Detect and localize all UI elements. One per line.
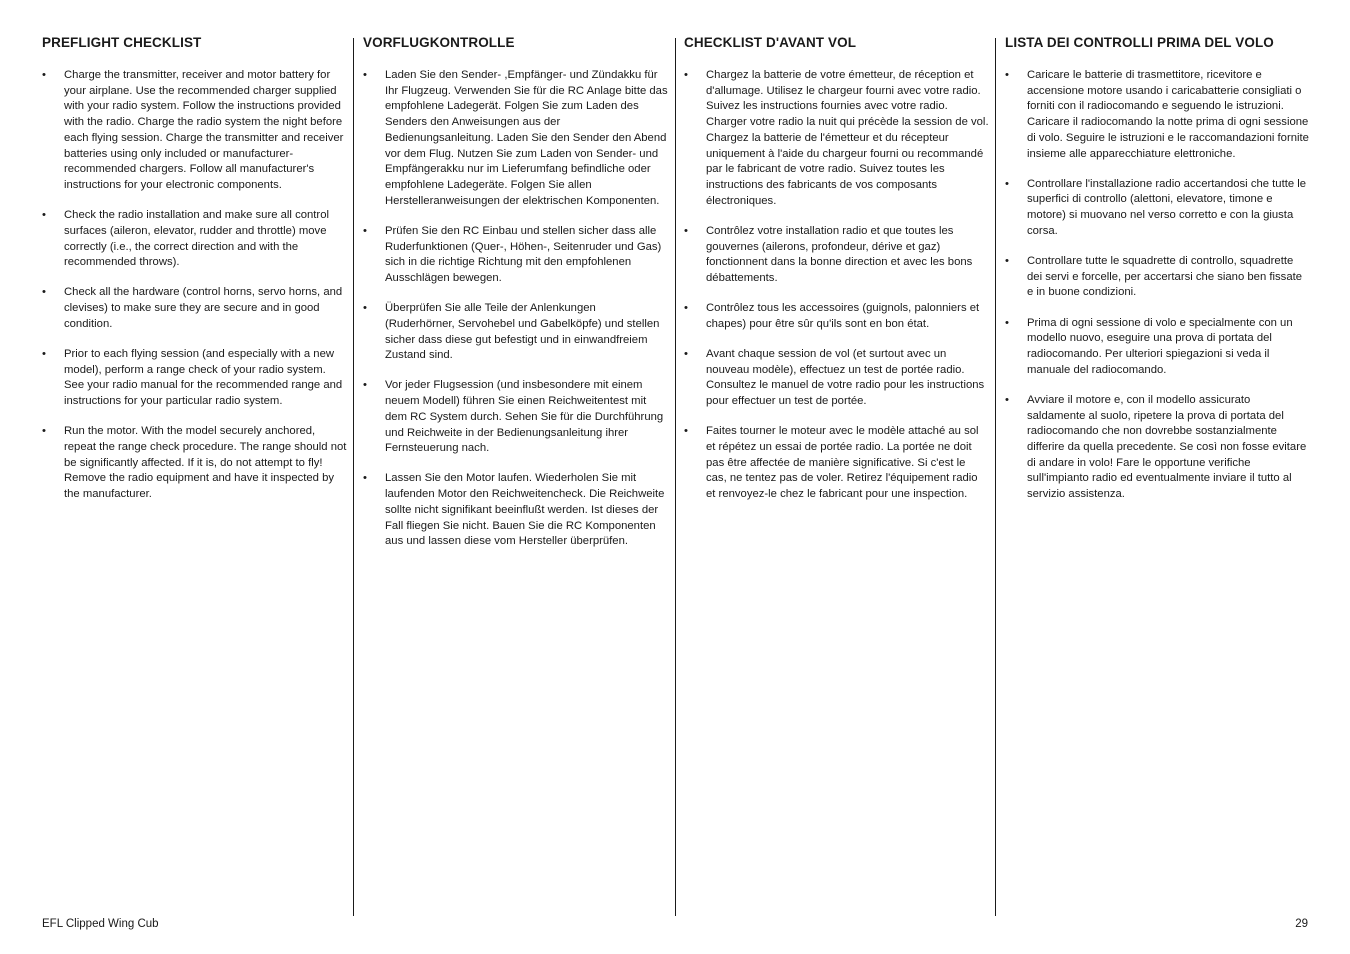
bullet-icon: • <box>42 209 46 222</box>
list-item <box>684 347 989 410</box>
bullet-icon: • <box>1005 177 1009 190</box>
list-item-text: Contrôlez votre installation radio et que toutes les gouvernes (ailerons, profondeur, dérive et gaz) fonctionnent dans la bonne direction et avec les bons débattements. <box>706 224 973 284</box>
bullet-icon: • <box>42 425 46 438</box>
list-item <box>1005 316 1310 379</box>
list-item-text: Avant chaque session de vol (et surtout avec un nouveau modèle), effectuez un test de portée radio. Consultez le manuel de votre radio pour les instructions pour effectuer un test de portée. <box>706 348 985 408</box>
list-item-text: Controllare l'installazione radio accertandosi che tutte le superfici di controllo (alettoni, elevatore, timone e motore) si muovano nel verso corretto e con la giusta corsa. <box>1027 177 1307 237</box>
bullet-icon: • <box>684 302 688 315</box>
bullet-icon: • <box>363 224 367 237</box>
page-number: 29 <box>1295 918 1308 930</box>
bullet-icon: • <box>684 425 688 438</box>
list-item <box>1005 68 1310 162</box>
list-item-text: Vor jeder Flugsession (und insbesondere mit einem neuem Modell) führen Sie einen Reichweitentest mit dem RC System durch. Sehen Sie für die Durchführung und Reichweite in der Bedienungsanleitung ihrer Fernsteuerung nach. <box>385 379 664 455</box>
list-item-text: Laden Sie den Sender- ,Empfänger- und Zündakku für Ihr Flugzeug. Verwenden Sie für die RC Anlage bitte das empfohlene Ladegerät. Folgen Sie zum Laden des Senders den Anweisungen aus der Bedienungsanleitung. Laden Sie den Sender den Abend vor dem Flug. Nutzen Sie zum Laden von Sender- und Empfängerakku nur im Lieferumfang befindliche oder empfohlene Ladegeräte. Folgen Sie allen Herstelleranweisungen der elektrischen Komponenten. <box>385 69 668 207</box>
checklist <box>1005 68 1310 503</box>
list-item-text: Avviare il motore e, con il modello assicurato saldamente al suolo, ripetere la prova di portata del radiocomando che non dovrebbe sostanzialmente differire da quella precedente. Se così non fosse evitare di andare in volo! Fare le opportune verifiche sull'impianto radio ed eventualmente inviare il tutto al servizio assistenza. <box>1027 393 1307 501</box>
list-item-text: Check all the hardware (control horns, servo horns, and clevises) to make sure they are secure and in good condition. <box>64 286 343 330</box>
list-item-text: Überprüfen Sie alle Teile der Anlenkungen (Ruderhörner, Servohebel und Gabelköpfe) und stellen sicher dass diese gut befestigt und in einwandfreiem Zustand sind. <box>385 302 660 362</box>
list-item-text: Prior to each flying session (and especially with a new model), perform a range check of your radio system. See your radio manual for the recommended range and instructions for your particular radio system. <box>64 348 343 408</box>
list-item-text: Prima di ogni sessione di volo e specialmente con un modello nuovo, eseguire una prova di portata del radiocomando. Per ulteriori spiegazioni si veda il manuale del radiocomando. <box>1027 316 1293 376</box>
list-item-text: Chargez la batterie de votre émetteur, de réception et d'allumage. Utilisez le chargeur fourni avec votre radio. Suivez les instructions fournies avec votre radio. Charger votre radio la nuit qui précède la session de vol. Chargez la batterie de l'émetteur et du récepteur uniquement à l'aide du chargeur fourni ou recommandé par le fabricant de votre radio. Suivez toutes les instructions des fabricants de vos composants électroniques. <box>706 69 989 207</box>
column-heading: PREFLIGHT CHECKLIST <box>42 35 202 50</box>
bullet-icon: • <box>684 69 688 81</box>
list-item <box>363 301 668 364</box>
column-heading: LISTA DEI CONTROLLI PRIMA DEL VOLO <box>1005 35 1274 50</box>
column-divider <box>675 38 676 916</box>
column-divider <box>353 38 354 916</box>
column-heading: VORFLUGKONTROLLE <box>363 35 515 50</box>
bullet-icon: • <box>363 302 367 315</box>
list-item <box>1005 254 1310 301</box>
list-item-text: Faites tourner le moteur avec le modèle attaché au sol et répétez un essai de portée radio. La portée ne doit pas être affectée de manière significative. Si c'est le cas, ne tentez pas de voler. Retirez l'équipement radio et renvoyez-le chez le fabricant pour une inspection. <box>706 425 979 501</box>
list-item-text: Run the motor. With the model securely anchored, repeat the range check procedure. The range should not be significantly affected. If it is, do not attempt to fly! Remove the radio equipment and have it inspected by the manufacturer. <box>64 425 347 501</box>
list-item-text: Contrôlez tous les accessoires (guignols, palonniers et chapes) pour être sûr qu'ils sont en bon état. <box>706 302 980 330</box>
list-item-text: Charge the transmitter, receiver and motor battery for your airplane. Use the recommended charger supplied with your radio system. Follow the instructions provided with the radio. Charge the radio system the night before each flying session. Charge the transmitter and receiver batteries using only included or manufacturer-recommended chargers. Follow all manufacturer's instructions for your electronic components. <box>64 69 344 191</box>
bullet-icon: • <box>1005 69 1009 81</box>
footer-title: EFL Clipped Wing Cub <box>42 918 159 930</box>
checklist <box>42 68 347 503</box>
bullet-icon: • <box>684 348 688 361</box>
list-item <box>42 68 347 194</box>
list-item <box>1005 393 1310 503</box>
bullet-icon: • <box>363 379 367 392</box>
bullet-icon: • <box>1005 316 1009 329</box>
bullet-icon: • <box>363 472 367 485</box>
bullet-icon: • <box>42 69 46 81</box>
list-item <box>42 424 347 503</box>
bullet-icon: • <box>1005 255 1009 268</box>
list-item-text: Lassen Sie den Motor laufen. Wiederholen Sie mit laufenden Motor den Reichweitencheck. Die Reichweite sollte nicht signifikant beeinflußt werden. Ist dieses der Fall fliegen Sie nicht. Bauen Sie die RC Komponenten aus und lassen diese vom Hersteller überprüfen. <box>385 472 665 548</box>
list-item <box>42 208 347 271</box>
list-item-text: Controllare tutte le squadrette di controllo, squadrette dei servi e forcelle, per accertarsi che siano ben fissate e in buone condizioni. <box>1027 255 1303 299</box>
bullet-icon: • <box>42 348 46 361</box>
list-item <box>42 347 347 410</box>
column-german <box>363 34 668 564</box>
list-item <box>684 68 989 209</box>
column-french <box>684 34 989 517</box>
list-item <box>684 301 989 332</box>
list-item <box>363 471 668 550</box>
list-item <box>42 285 347 332</box>
bullet-icon: • <box>1005 393 1009 406</box>
column-english <box>42 34 347 517</box>
list-item <box>1005 177 1310 240</box>
column-divider <box>995 38 996 916</box>
checklist <box>363 68 668 550</box>
bullet-icon: • <box>684 224 688 237</box>
list-item-text: Prüfen Sie den RC Einbau und stellen sicher dass alle Ruderfunktionen (Quer-, Höhen-, Seitenruder und Gas) sich in die richtige Richtung mit den empfohlenen Ausschlägen bewegen. <box>385 224 662 284</box>
bullet-icon: • <box>363 69 367 81</box>
column-italian <box>1005 34 1310 517</box>
list-item-text: Caricare le batterie di trasmettitore, ricevitore e accensione motore usando i caricabatterie consigliati o forniti con il radiocomando e seguendo le istruzioni. Caricare il radiocomando la notte prima di ogni sessione di volo. Seguire le istruzioni e le raccomandazioni fornite insieme alle apparecchiature elettroniche. <box>1027 69 1309 160</box>
list-item <box>363 378 668 457</box>
bullet-icon: • <box>42 286 46 299</box>
list-item <box>363 224 668 287</box>
list-item <box>684 224 989 287</box>
column-heading: CHECKLIST D'AVANT VOL <box>684 35 857 50</box>
list-item <box>363 68 668 209</box>
list-item-text: Check the radio installation and make sure all control surfaces (aileron, elevator, rudder and throttle) move correctly (i.e., the correct direction and with the recommended throws). <box>64 209 329 269</box>
list-item <box>684 424 989 503</box>
checklist <box>684 68 989 503</box>
